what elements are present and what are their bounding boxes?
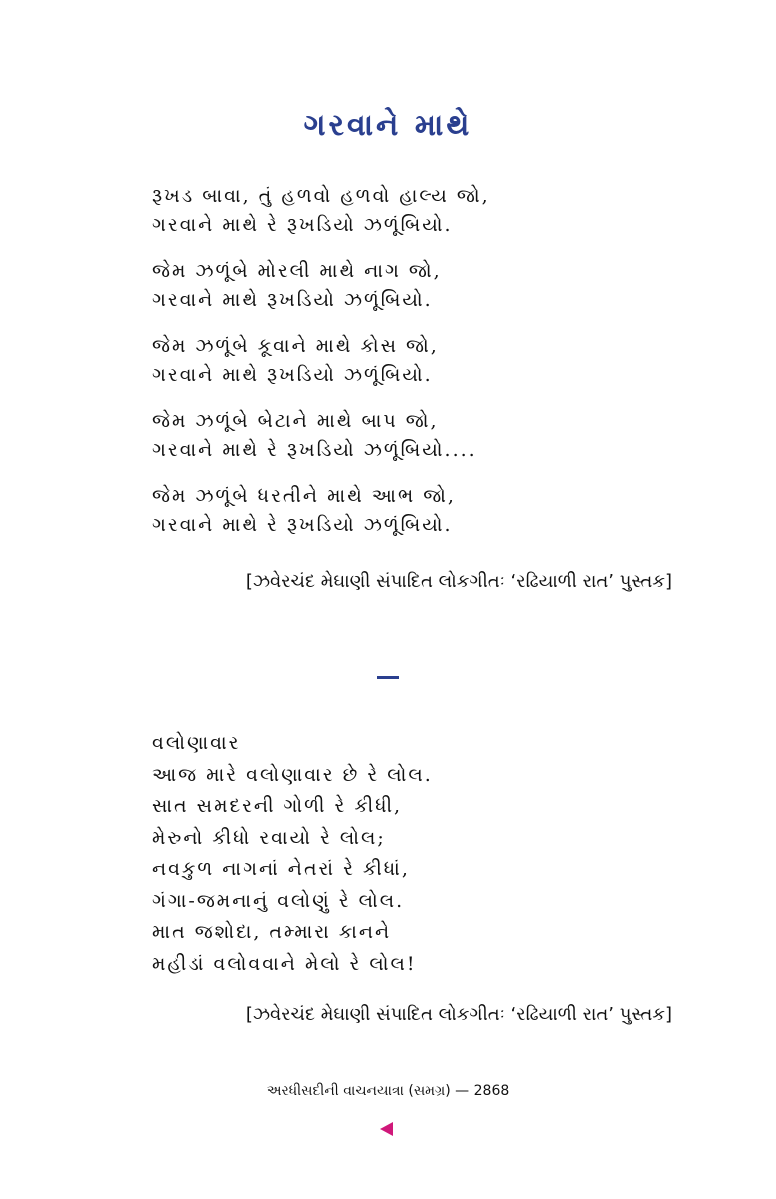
poem-line: માત જશોદા, તમ્મારા કાનને (152, 921, 392, 943)
poem-line: મહીડાં વલોવવાને મેલો રે લોલ! (152, 952, 417, 975)
poem-line: ગરવાને માથે રે રૂખડિયો ઝળૂંબિયો.... (152, 439, 477, 461)
poem-line: જેમ ઝળૂંબે મોરલી માથે નાગ જો, (152, 260, 442, 282)
stanza (152, 407, 712, 465)
poem-line: ગરવાને માથે રૂખડિયો ઝળૂંબિયો. (152, 364, 433, 386)
previous-page-arrow-icon[interactable] (380, 1122, 393, 1136)
stanza (152, 332, 712, 390)
poem-title: ગરવાને માથે (303, 108, 473, 143)
stanza (152, 482, 712, 540)
poem-line: ગરવાને માથે રે રૂખડિયો ઝળૂંબિયો. (152, 214, 453, 236)
poem-2-heading: વલોણાવાર (152, 732, 241, 754)
poem-line: જેમ ઝળૂંબે કૂવાને માથે કોસ જો, (152, 335, 439, 357)
section-divider (377, 676, 399, 679)
poem-2 (152, 728, 712, 980)
poem-line: નવકુળ નાગનાં નેતરાં રે કીધાં, (152, 858, 410, 880)
page-footer: અરધીસદીની વાચનયાત્રા (સમગ્ર) — 2868 (266, 1083, 510, 1099)
poem-line: સાત સમદરની ગોળી રે કીધી, (152, 795, 403, 817)
poem-line: ગરવાને માથે રૂખડિયો ઝળૂંબિયો. (152, 289, 433, 311)
poem-1 (152, 182, 712, 557)
poem-line: ગરવાને માથે રે રૂખડિયો ઝળૂંબિયો. (152, 514, 453, 536)
poem-line: મેરુનો કીધો રવાયો રે લોલ; (152, 826, 386, 849)
poem-2-source-citation: [ઝવેરચંદ મેઘાણી સંપાદિત લોકગીતઃ ‘રઢિયાળી રાત’ પુસ્તક] (245, 1004, 672, 1025)
poem-line: જેમ ઝળૂંબે બેટાને માથે બાપ જો, (152, 410, 439, 432)
poem-line: રૂખડ બાવા, તું હળવો હળવો હાલ્ય જો, (152, 185, 490, 207)
stanza (152, 182, 712, 240)
poem-line: આજ મારે વલોણાવાર છે રે લોલ. (152, 763, 433, 786)
poem-line: જેમ ઝળૂંબે ધરતીને માથે આભ જો, (152, 485, 456, 507)
poem-1-source-citation: [ઝવેરચંદ મેઘાણી સંપાદિત લોકગીતઃ ‘રઢિયાળી રાત’ પુસ્તક] (245, 571, 672, 592)
stanza (152, 257, 712, 315)
poem-line: ગંગા-જમનાનું વલોણું રે લોલ. (152, 889, 405, 912)
